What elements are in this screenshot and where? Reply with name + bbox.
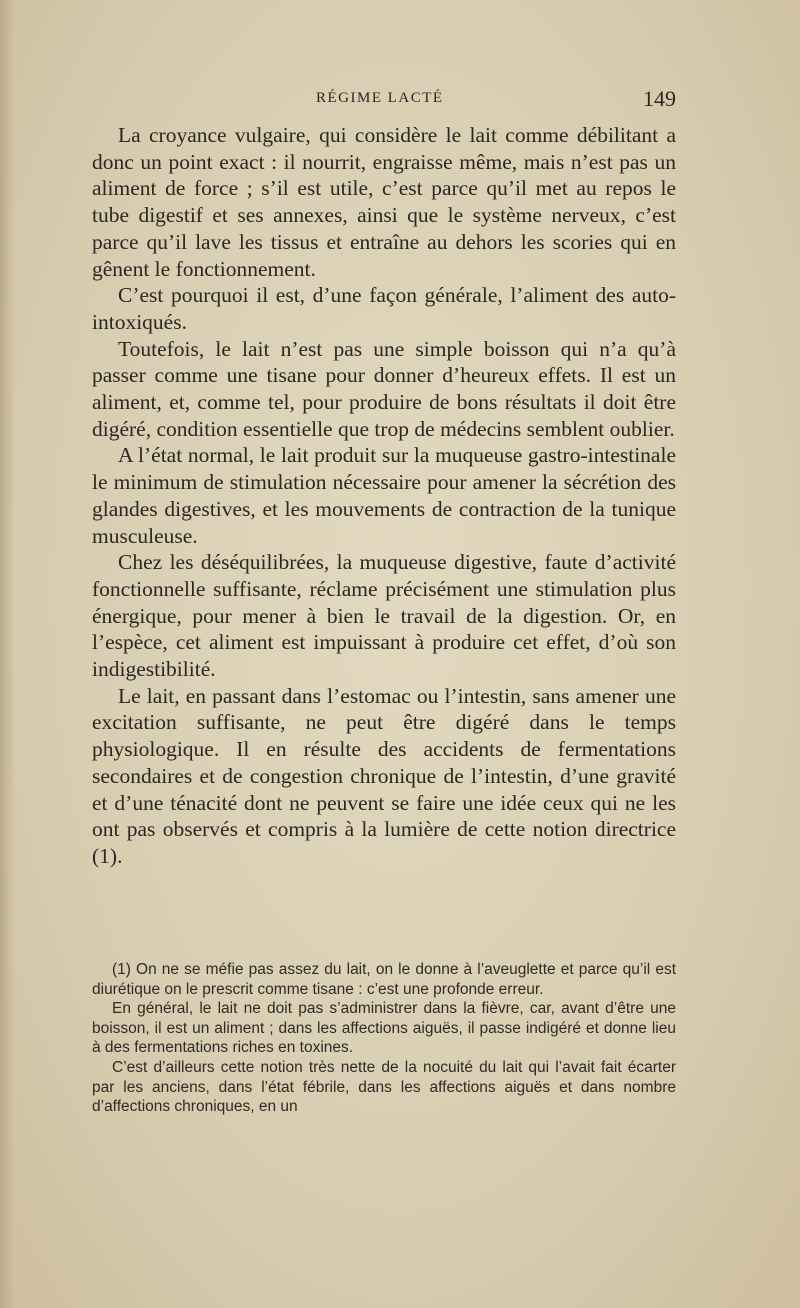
- body-paragraph: C’est pourquoi il est, d’une façon générale, l’aliment des auto-intoxiqués.: [92, 283, 676, 334]
- running-head: RÉGIME LACTÉ: [316, 90, 444, 106]
- body-paragraph: Le lait, en passant dans l’estomac ou l’intestin, sans amener une excitation suffisante, ne peut être digéré dans le temps physiologique. Il en résulte des accidents de fermentations secondaires et de congestion chronique de l’intestin, d’une gravité et d’une ténacité dont ne peuvent se faire une idée ceux qui ne les ont pas observés et compris à la lumière de cette notion directrice (1).: [92, 683, 676, 868]
- footnotes: [92, 960, 676, 1117]
- page-binding-edge: [0, 0, 14, 1308]
- footnote-paragraph: En général, le lait ne doit pas s’administrer dans la fièvre, car, avant d’être une boisson, il est un aliment ; dans les affections aiguës, il passe indigéré et donne lieu à des fermentations riches en toxines.: [92, 1000, 676, 1057]
- body-paragraph: Chez les déséquilibrées, la muqueuse digestive, faute d’activité fonctionnelle suffisante, réclame précisément une stimulation plus énergique, pour mener à bien le travail de la digestion. Or, en l’espèce, cet aliment est impuissant à produire cet effet, d’où son indigestibilité.: [92, 550, 676, 682]
- footnote-paragraph: (1) On ne se méfie pas assez du lait, on le donne à l’aveuglette et parce qu’il est diurétique on le prescrit comme tisane : c’est une profonde erreur.: [92, 961, 676, 998]
- body-paragraph: La croyance vulgaire, qui considère le lait comme débilitant a donc un point exact : il nourrit, engraisse même, mais n’est pas un aliment de force ; s’il est utile, c’est parce qu’il met au repos le tube digestif et ses annexes, ainsi que le système nerveux, c’est parce qu’il lave les tissus et entraîne au dehors les scories qui en gênent le fonctionnement.: [92, 123, 676, 281]
- footnote-paragraph: C’est d’ailleurs cette notion très nette de la nocuité du lait qui l’avait fait écarter par les anciens, dans l’état fébrile, dans les affections aiguës et dans nombre d’affections chroniques, en un: [92, 1058, 676, 1116]
- page-header: [90, 86, 676, 114]
- body-paragraph: Toutefois, le lait n’est pas une simple boisson qui n’a qu’à passer comme une tisane pour donner d’heureux effets. Il est un aliment, et, comme tel, pour produire de bons résultats il doit être digéré, condition essentielle que trop de médecins semblent oublier.: [92, 336, 676, 441]
- body-paragraph: A l’état normal, le lait produit sur la muqueuse gastro-intestinale le minimum de stimulation nécessaire pour amener la sécrétion des glandes digestives, et les mouvements de contraction de la tunique musculeuse.: [92, 443, 676, 548]
- page-number: 149: [643, 86, 676, 111]
- main-text: [92, 122, 676, 870]
